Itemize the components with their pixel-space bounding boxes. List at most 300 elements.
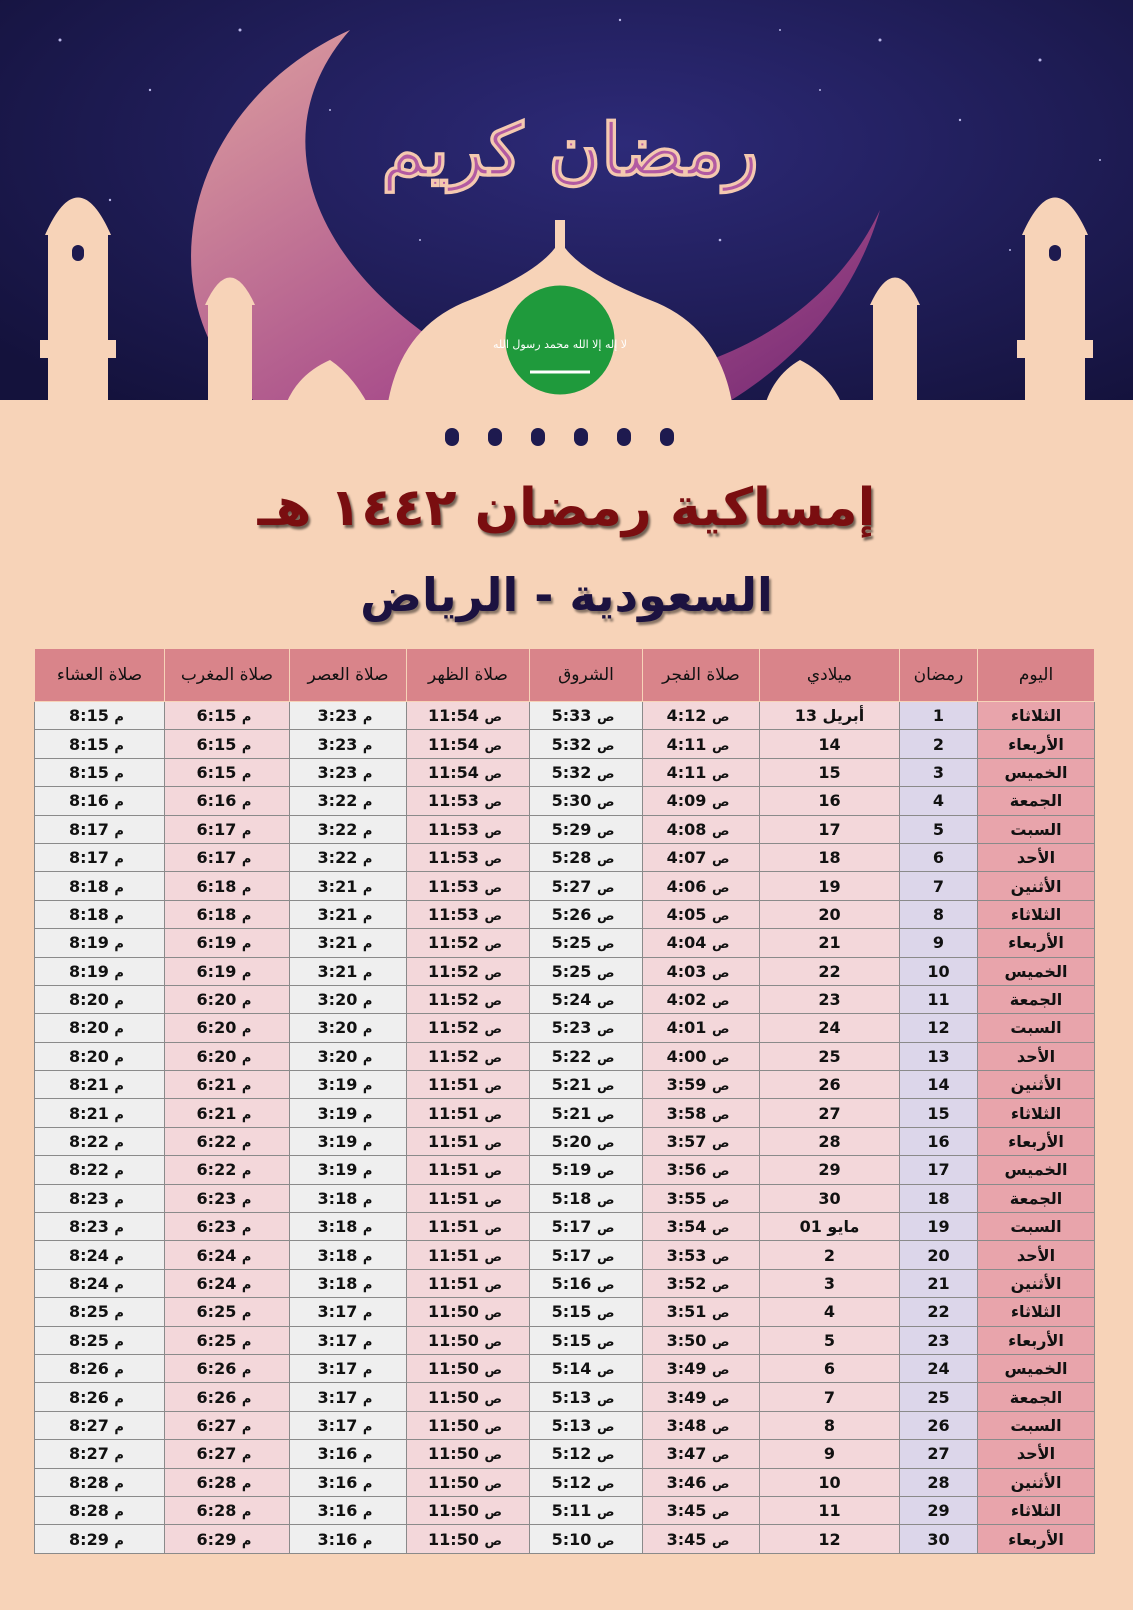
dhuhr-time-value: 11:50 — [427, 1387, 479, 1407]
period-suffix: ص — [711, 994, 730, 1010]
svg-text:رمضان كريم: رمضان كريم — [381, 107, 759, 192]
period-suffix: م — [362, 1476, 373, 1492]
period-suffix: م — [114, 738, 124, 754]
maghrib-time-cell — [165, 1525, 290, 1553]
period-suffix: ص — [711, 965, 730, 981]
period-suffix: ص — [711, 1391, 730, 1407]
sunrise-time-value: 5:29 — [551, 819, 592, 839]
fajr-time-value: 3:53 — [666, 1245, 707, 1265]
sunrise-time-value: 5:30 — [551, 791, 592, 811]
ramadan-day-cell: 29 — [900, 1496, 978, 1524]
period-suffix: ص — [596, 1476, 615, 1492]
gregorian-date-cell: 19 — [760, 872, 900, 900]
maghrib-time-cell — [165, 730, 290, 758]
period-suffix: ص — [484, 937, 502, 953]
period-suffix: م — [362, 965, 373, 981]
header-ramadan: رمضان — [900, 649, 978, 702]
isha-time-value: 8:15 — [69, 762, 109, 782]
dhuhr-time-value: 11:51 — [427, 1217, 479, 1237]
gregorian-date-cell: 11 — [760, 1496, 900, 1524]
fajr-time-value: 3:46 — [666, 1472, 707, 1492]
ramadan-day-cell: 15 — [900, 1099, 978, 1127]
fajr-time-cell — [643, 815, 760, 843]
period-suffix: م — [362, 1306, 373, 1322]
asr-time-cell — [290, 702, 407, 730]
dhuhr-time-value: 11:50 — [427, 1415, 479, 1435]
period-suffix: ص — [711, 710, 730, 726]
isha-time-cell — [35, 1241, 165, 1269]
ramadan-day-cell: 26 — [900, 1411, 978, 1439]
fajr-time-value: 4:12 — [666, 706, 707, 726]
period-suffix: م — [362, 710, 373, 726]
isha-time-cell — [35, 815, 165, 843]
maghrib-time-value: 6:25 — [196, 1330, 237, 1350]
gregorian-date-cell: 4 — [760, 1298, 900, 1326]
period-suffix: م — [362, 908, 373, 924]
sunrise-time-cell — [530, 1042, 643, 1070]
day-cell: الأحد — [978, 1241, 1095, 1269]
table-row — [35, 730, 1095, 758]
gregorian-date-cell: 6 — [760, 1354, 900, 1382]
period-suffix: ص — [596, 1136, 615, 1152]
maghrib-time-cell — [165, 1099, 290, 1127]
sunrise-time-value: 5:28 — [551, 848, 592, 868]
isha-time-cell — [35, 1213, 165, 1241]
period-suffix: م — [241, 880, 252, 896]
fajr-time-cell — [643, 1354, 760, 1382]
fajr-time-cell — [643, 1241, 760, 1269]
ramadan-day-cell: 30 — [900, 1525, 978, 1553]
dhuhr-time-cell — [407, 900, 530, 928]
table-row — [35, 1071, 1095, 1099]
period-suffix: ص — [711, 1107, 730, 1123]
fajr-time-value: 4:00 — [666, 1046, 707, 1066]
fajr-time-value: 3:45 — [666, 1501, 707, 1521]
asr-time-cell — [290, 1014, 407, 1042]
gregorian-date-cell: 23 — [760, 985, 900, 1013]
period-suffix: م — [362, 1249, 373, 1265]
maghrib-time-cell — [165, 1042, 290, 1070]
period-suffix: م — [362, 994, 373, 1010]
asr-time-value: 3:18 — [317, 1274, 358, 1293]
period-suffix: ص — [711, 795, 730, 811]
period-suffix: ص — [596, 1022, 615, 1038]
sunrise-time-cell — [530, 1241, 643, 1269]
asr-time-cell — [290, 1411, 407, 1439]
asr-time-cell — [290, 900, 407, 928]
sunrise-time-cell — [530, 1440, 643, 1468]
fajr-time-value: 3:55 — [666, 1188, 707, 1208]
isha-time-value: 8:15 — [69, 734, 109, 754]
table-row — [35, 702, 1095, 730]
sunrise-time-value: 5:12 — [551, 1472, 592, 1492]
dhuhr-time-value: 11:53 — [427, 791, 479, 811]
period-suffix: م — [362, 937, 373, 953]
asr-time-value: 3:23 — [317, 734, 358, 754]
header-sunrise: الشروق — [530, 649, 643, 702]
dhuhr-time-value: 11:52 — [427, 1018, 479, 1038]
dhuhr-time-cell — [407, 1383, 530, 1411]
fajr-time-value: 3:59 — [666, 1075, 707, 1095]
table-row — [35, 900, 1095, 928]
fajr-time-value: 3:57 — [666, 1132, 707, 1152]
sunrise-time-value: 5:22 — [551, 1046, 592, 1066]
period-suffix: م — [241, 1419, 252, 1435]
day-cell: الثلاثاء — [978, 1298, 1095, 1326]
isha-time-value: 8:24 — [69, 1274, 109, 1293]
asr-time-cell — [290, 1326, 407, 1354]
period-suffix: ص — [711, 738, 730, 754]
fajr-time-cell — [643, 1099, 760, 1127]
table-row — [35, 787, 1095, 815]
dhuhr-time-cell — [407, 1440, 530, 1468]
period-suffix: م — [362, 852, 373, 868]
isha-time-cell — [35, 985, 165, 1013]
sunrise-time-cell — [530, 1468, 643, 1496]
dhuhr-time-cell — [407, 787, 530, 815]
period-suffix: ص — [484, 1505, 502, 1521]
isha-time-cell — [35, 1042, 165, 1070]
gregorian-date-cell: 30 — [760, 1184, 900, 1212]
day-cell: الجمعة — [978, 787, 1095, 815]
dhuhr-time-value: 11:52 — [427, 933, 479, 953]
period-suffix: ص — [711, 1164, 730, 1180]
period-suffix: ص — [484, 823, 502, 839]
maghrib-time-value: 6:15 — [196, 706, 237, 726]
period-suffix: م — [362, 1136, 373, 1152]
sunrise-time-cell — [530, 1525, 643, 1553]
period-suffix: ص — [711, 852, 730, 868]
fajr-time-cell — [643, 1326, 760, 1354]
page-title: إمساكية رمضان ١٤٤٢ هـ — [257, 478, 876, 538]
fajr-time-value: 3:54 — [666, 1217, 707, 1237]
asr-time-cell — [290, 1241, 407, 1269]
fajr-time-cell — [643, 1213, 760, 1241]
period-suffix: ص — [484, 965, 502, 981]
period-suffix: ص — [711, 1334, 730, 1350]
maghrib-time-cell — [165, 1496, 290, 1524]
sunrise-time-cell — [530, 1354, 643, 1382]
period-suffix: ص — [484, 1448, 502, 1464]
sunrise-time-value: 5:26 — [551, 904, 592, 924]
isha-time-value: 8:26 — [69, 1387, 109, 1407]
ramadan-kareem-calligraphy — [381, 107, 759, 194]
dhuhr-time-cell — [407, 1014, 530, 1042]
asr-time-value: 3:18 — [317, 1188, 358, 1208]
maghrib-time-value: 6:27 — [196, 1444, 237, 1464]
header-maghrib: صلاة المغرب — [165, 649, 290, 702]
dhuhr-time-value: 11:51 — [427, 1132, 479, 1152]
gregorian-date-cell: 9 — [760, 1440, 900, 1468]
maghrib-time-cell — [165, 1468, 290, 1496]
fajr-time-cell — [643, 1496, 760, 1524]
hero-illustration — [0, 0, 1133, 480]
sunrise-time-value: 5:27 — [551, 876, 592, 896]
asr-time-value: 3:21 — [317, 933, 358, 953]
period-suffix: م — [241, 1476, 252, 1492]
day-cell: السبت — [978, 815, 1095, 843]
header-gregorian: ميلادي — [760, 649, 900, 702]
sunrise-time-cell — [530, 730, 643, 758]
period-suffix: ص — [484, 1022, 502, 1038]
gregorian-date-cell: 21 — [760, 929, 900, 957]
asr-time-cell — [290, 1156, 407, 1184]
maghrib-time-value: 6:18 — [196, 904, 237, 924]
dhuhr-time-value: 11:54 — [427, 762, 479, 782]
period-suffix: م — [362, 1391, 373, 1407]
fajr-time-cell — [643, 1127, 760, 1155]
isha-time-cell — [35, 1326, 165, 1354]
maghrib-time-value: 6:20 — [196, 1018, 237, 1038]
maghrib-time-cell — [165, 957, 290, 985]
dhuhr-time-cell — [407, 843, 530, 871]
asr-time-value: 3:23 — [317, 706, 358, 726]
sunrise-time-cell — [530, 1326, 643, 1354]
maghrib-time-cell — [165, 929, 290, 957]
period-suffix: ص — [484, 1419, 502, 1435]
ramadan-day-cell: 24 — [900, 1354, 978, 1382]
dhuhr-time-cell — [407, 815, 530, 843]
fajr-time-cell — [643, 957, 760, 985]
isha-time-cell — [35, 1496, 165, 1524]
maghrib-time-cell — [165, 843, 290, 871]
isha-time-value: 8:28 — [69, 1472, 109, 1492]
ramadan-day-cell: 6 — [900, 843, 978, 871]
asr-time-value: 3:16 — [317, 1529, 358, 1549]
period-suffix: م — [241, 1136, 252, 1152]
dhuhr-time-value: 11:51 — [427, 1274, 479, 1293]
maghrib-time-cell — [165, 985, 290, 1013]
period-suffix: ص — [484, 908, 502, 924]
fajr-time-value: 4:02 — [666, 990, 707, 1010]
maghrib-time-value: 6:21 — [196, 1075, 237, 1095]
asr-time-cell — [290, 1383, 407, 1411]
maghrib-time-value: 6:17 — [196, 819, 237, 839]
period-suffix: م — [362, 1221, 373, 1237]
fajr-time-cell — [643, 1042, 760, 1070]
fajr-time-value: 3:56 — [666, 1160, 707, 1180]
fajr-time-cell — [643, 1383, 760, 1411]
period-suffix: ص — [484, 738, 502, 754]
maghrib-time-value: 6:18 — [196, 876, 237, 896]
asr-time-cell — [290, 787, 407, 815]
fajr-time-value: 3:49 — [666, 1359, 707, 1379]
period-suffix: ص — [484, 766, 502, 782]
fajr-time-value: 3:47 — [666, 1444, 707, 1464]
period-suffix: م — [362, 795, 373, 811]
fajr-time-cell — [643, 1298, 760, 1326]
table-row — [35, 1411, 1095, 1439]
asr-time-value: 3:18 — [317, 1245, 358, 1265]
ramadan-day-cell: 19 — [900, 1213, 978, 1241]
maghrib-time-value: 6:23 — [196, 1217, 237, 1237]
dhuhr-time-cell — [407, 1326, 530, 1354]
asr-time-value: 3:19 — [317, 1103, 358, 1123]
table-row — [35, 1525, 1095, 1553]
dhuhr-time-cell — [407, 1156, 530, 1184]
dhuhr-time-cell — [407, 1241, 530, 1269]
sunrise-time-cell — [530, 1383, 643, 1411]
period-suffix: م — [241, 1079, 252, 1095]
period-suffix: م — [362, 1448, 373, 1464]
period-suffix: ص — [596, 937, 615, 953]
asr-time-value: 3:17 — [317, 1415, 358, 1435]
sunrise-time-value: 5:25 — [551, 961, 592, 981]
fajr-time-cell — [643, 758, 760, 786]
period-suffix: ص — [596, 738, 615, 754]
maghrib-time-cell — [165, 758, 290, 786]
gregorian-date-cell: 12 — [760, 1525, 900, 1553]
sunrise-time-value: 5:23 — [551, 1018, 592, 1038]
table-row — [35, 1213, 1095, 1241]
fajr-time-cell — [643, 1440, 760, 1468]
period-suffix: م — [241, 1164, 252, 1180]
day-cell: الأحد — [978, 1440, 1095, 1468]
dhuhr-time-value: 11:54 — [427, 706, 479, 726]
table-row — [35, 1298, 1095, 1326]
maghrib-time-cell — [165, 1241, 290, 1269]
sunrise-time-cell — [530, 787, 643, 815]
sunrise-time-value: 5:33 — [551, 706, 592, 726]
isha-time-cell — [35, 1156, 165, 1184]
table-row — [35, 985, 1095, 1013]
maghrib-time-value: 6:16 — [196, 791, 237, 811]
asr-time-value: 3:17 — [317, 1330, 358, 1350]
sunrise-time-value: 5:19 — [551, 1160, 592, 1180]
isha-time-value: 8:29 — [69, 1529, 109, 1549]
dhuhr-time-value: 11:50 — [427, 1529, 479, 1549]
isha-time-value: 8:16 — [69, 791, 109, 811]
period-suffix: ص — [711, 1221, 730, 1237]
asr-time-cell — [290, 730, 407, 758]
sunrise-time-value: 5:21 — [551, 1103, 592, 1123]
sunrise-time-value: 5:18 — [551, 1188, 592, 1208]
maghrib-time-cell — [165, 1156, 290, 1184]
isha-time-value: 8:19 — [69, 933, 109, 953]
ramadan-day-cell: 11 — [900, 985, 978, 1013]
gregorian-date-cell: 17 — [760, 815, 900, 843]
period-suffix: ص — [596, 1107, 615, 1123]
fajr-time-cell — [643, 985, 760, 1013]
asr-time-value: 3:16 — [317, 1472, 358, 1492]
table-row — [35, 1127, 1095, 1155]
period-suffix: م — [241, 766, 252, 782]
asr-time-cell — [290, 1496, 407, 1524]
day-cell: الأثنين — [978, 1468, 1095, 1496]
asr-time-value: 3:19 — [317, 1160, 358, 1180]
period-suffix: م — [114, 937, 124, 953]
dhuhr-time-cell — [407, 1354, 530, 1382]
dhuhr-time-value: 11:52 — [427, 990, 479, 1010]
period-suffix: م — [241, 965, 252, 981]
table-row — [35, 957, 1095, 985]
period-suffix: م — [114, 1164, 124, 1180]
period-suffix: م — [114, 908, 124, 924]
maghrib-time-value: 6:21 — [196, 1103, 237, 1123]
sunrise-time-cell — [530, 815, 643, 843]
period-suffix: م — [362, 738, 373, 754]
asr-time-cell — [290, 1099, 407, 1127]
day-cell: الثلاثاء — [978, 1099, 1095, 1127]
asr-time-cell — [290, 758, 407, 786]
period-suffix: ص — [484, 1334, 502, 1350]
fajr-time-value: 4:08 — [666, 819, 707, 839]
table-header-row — [35, 649, 1095, 702]
period-suffix: م — [114, 1476, 124, 1492]
fajr-time-value: 4:11 — [666, 734, 707, 754]
period-suffix: ص — [484, 1079, 502, 1095]
maghrib-time-cell — [165, 1354, 290, 1382]
asr-time-cell — [290, 1127, 407, 1155]
table-row — [35, 929, 1095, 957]
period-suffix: م — [114, 1334, 124, 1350]
isha-time-value: 8:18 — [69, 876, 109, 896]
dhuhr-time-cell — [407, 730, 530, 758]
period-suffix: م — [241, 994, 252, 1010]
isha-time-value: 8:15 — [69, 706, 109, 726]
ramadan-day-cell: 14 — [900, 1071, 978, 1099]
sunrise-time-value: 5:15 — [551, 1302, 592, 1322]
ramadan-day-cell: 9 — [900, 929, 978, 957]
period-suffix: م — [114, 1107, 124, 1123]
period-suffix: م — [241, 1334, 252, 1350]
day-cell: الخميس — [978, 957, 1095, 985]
period-suffix: ص — [711, 937, 730, 953]
period-suffix: م — [114, 1221, 124, 1237]
table-row — [35, 1269, 1095, 1297]
period-suffix: م — [114, 1050, 124, 1066]
day-cell: الأربعاء — [978, 1326, 1095, 1354]
gregorian-date-cell: 18 — [760, 843, 900, 871]
fajr-time-cell — [643, 1156, 760, 1184]
isha-time-cell — [35, 957, 165, 985]
ramadan-day-cell: 21 — [900, 1269, 978, 1297]
period-suffix: ص — [484, 1391, 502, 1407]
asr-time-cell — [290, 1298, 407, 1326]
table-row — [35, 1042, 1095, 1070]
asr-time-cell — [290, 985, 407, 1013]
asr-time-cell — [290, 1213, 407, 1241]
asr-time-cell — [290, 1042, 407, 1070]
period-suffix: م — [362, 1079, 373, 1095]
period-suffix: ص — [596, 1533, 615, 1549]
period-suffix: م — [241, 823, 252, 839]
asr-time-value: 3:16 — [317, 1501, 358, 1521]
isha-time-value: 8:28 — [69, 1501, 109, 1521]
period-suffix: ص — [711, 766, 730, 782]
period-suffix: م — [362, 1050, 373, 1066]
isha-time-cell — [35, 1071, 165, 1099]
period-suffix: م — [362, 1533, 373, 1549]
table-row — [35, 872, 1095, 900]
period-suffix: م — [114, 994, 124, 1010]
period-suffix: ص — [596, 1164, 615, 1180]
sunrise-time-cell — [530, 702, 643, 730]
maghrib-time-value: 6:22 — [196, 1132, 237, 1152]
period-suffix: م — [114, 1192, 124, 1208]
isha-time-cell — [35, 1127, 165, 1155]
gregorian-date-cell: 15 — [760, 758, 900, 786]
day-cell: الأثنين — [978, 1269, 1095, 1297]
asr-time-value: 3:23 — [317, 762, 358, 782]
table-row — [35, 815, 1095, 843]
period-suffix: م — [362, 880, 373, 896]
maghrib-time-value: 6:17 — [196, 848, 237, 868]
period-suffix: م — [362, 1419, 373, 1435]
period-suffix: ص — [596, 795, 615, 811]
fajr-time-cell — [643, 1071, 760, 1099]
period-suffix: م — [362, 823, 373, 839]
